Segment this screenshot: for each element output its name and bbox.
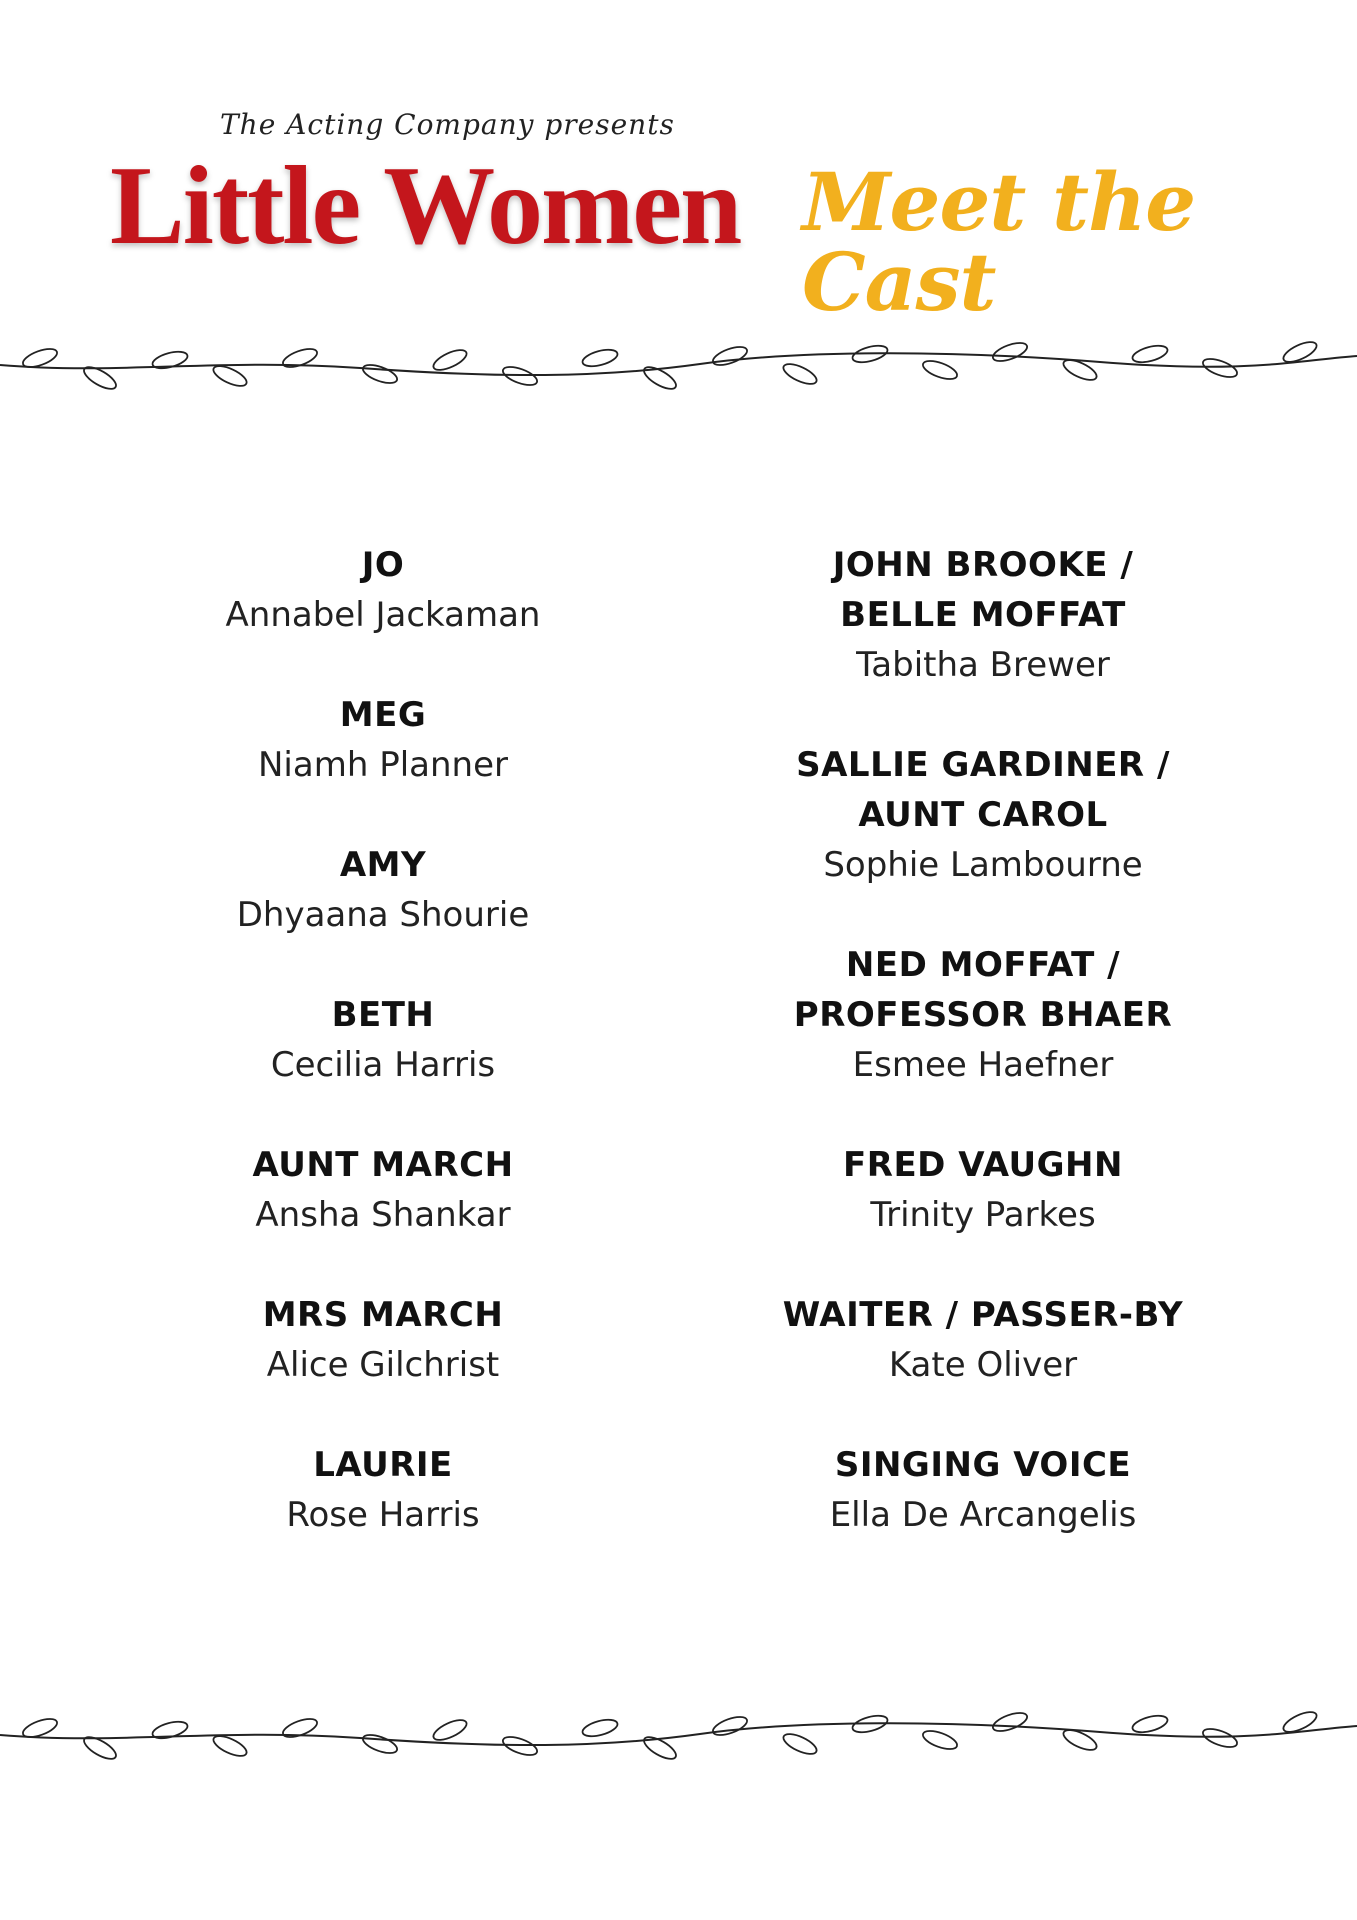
cast-entry <box>103 690 663 790</box>
cast-entry <box>103 1140 663 1240</box>
role-name: MRS MARCH <box>262 1295 504 1335</box>
actor-name: Cecilia Harris <box>270 1045 496 1085</box>
role-name: WAITER / PASSER-BY <box>782 1295 1184 1335</box>
actor-name: Esmee Haefner <box>852 1045 1114 1085</box>
role-name: MEG <box>339 695 427 735</box>
role-name: SALLIE GARDINER / <box>796 745 1170 785</box>
actor-name: Annabel Jackaman <box>225 595 541 635</box>
role-name: AUNT MARCH <box>252 1145 514 1185</box>
cast-entry <box>103 1290 663 1390</box>
vine-divider-bottom-icon <box>0 1700 1357 1780</box>
role-name: LAURIE <box>313 1445 453 1485</box>
role-name: SINGING VOICE <box>834 1445 1132 1485</box>
cast-entry <box>103 840 663 940</box>
actor-name: Trinity Parkes <box>870 1195 1096 1235</box>
actor-name: Kate Oliver <box>888 1345 1078 1385</box>
role-name: JOHN BROOKE / <box>832 545 1134 585</box>
cast-entry <box>103 1440 663 1540</box>
actor-name: Dhyaana Shourie <box>236 895 530 935</box>
actor-name: Niamh Planner <box>258 745 508 785</box>
cast-list-left <box>103 540 663 1590</box>
presents-line: The Acting Company presents <box>220 108 675 141</box>
cast-entry <box>703 1290 1263 1390</box>
role-name-second: AUNT CAROL <box>858 795 1108 835</box>
actor-name: Ansha Shankar <box>255 1195 511 1235</box>
cast-entry <box>103 540 663 640</box>
actor-name: Tabitha Brewer <box>856 645 1110 685</box>
actor-name: Sophie Lambourne <box>823 845 1143 885</box>
cast-entry <box>703 740 1263 890</box>
show-title: Little Women <box>110 144 741 268</box>
role-name-second: BELLE MOFFAT <box>840 595 1126 635</box>
cast-list-right <box>703 540 1263 1590</box>
actor-name: Rose Harris <box>286 1495 480 1535</box>
cast-entry <box>703 540 1263 690</box>
actor-name: Ella De Arcangelis <box>829 1495 1137 1535</box>
role-name: JO <box>361 545 405 585</box>
cast-entry <box>703 940 1263 1090</box>
role-name: BETH <box>331 995 435 1035</box>
actor-name: Alice Gilchrist <box>266 1345 500 1385</box>
role-name-second: PROFESSOR BHAER <box>793 995 1173 1035</box>
cast-entry <box>103 990 663 1090</box>
role-name: AMY <box>339 845 427 885</box>
role-name: FRED VAUGHN <box>843 1145 1123 1185</box>
vine-divider-top-icon <box>0 330 1357 410</box>
cast-entry <box>703 1140 1263 1240</box>
cast-entry <box>703 1440 1263 1540</box>
meet-the-cast-heading: Meet the Cast <box>802 155 1196 329</box>
role-name: NED MOFFAT / <box>845 945 1121 985</box>
